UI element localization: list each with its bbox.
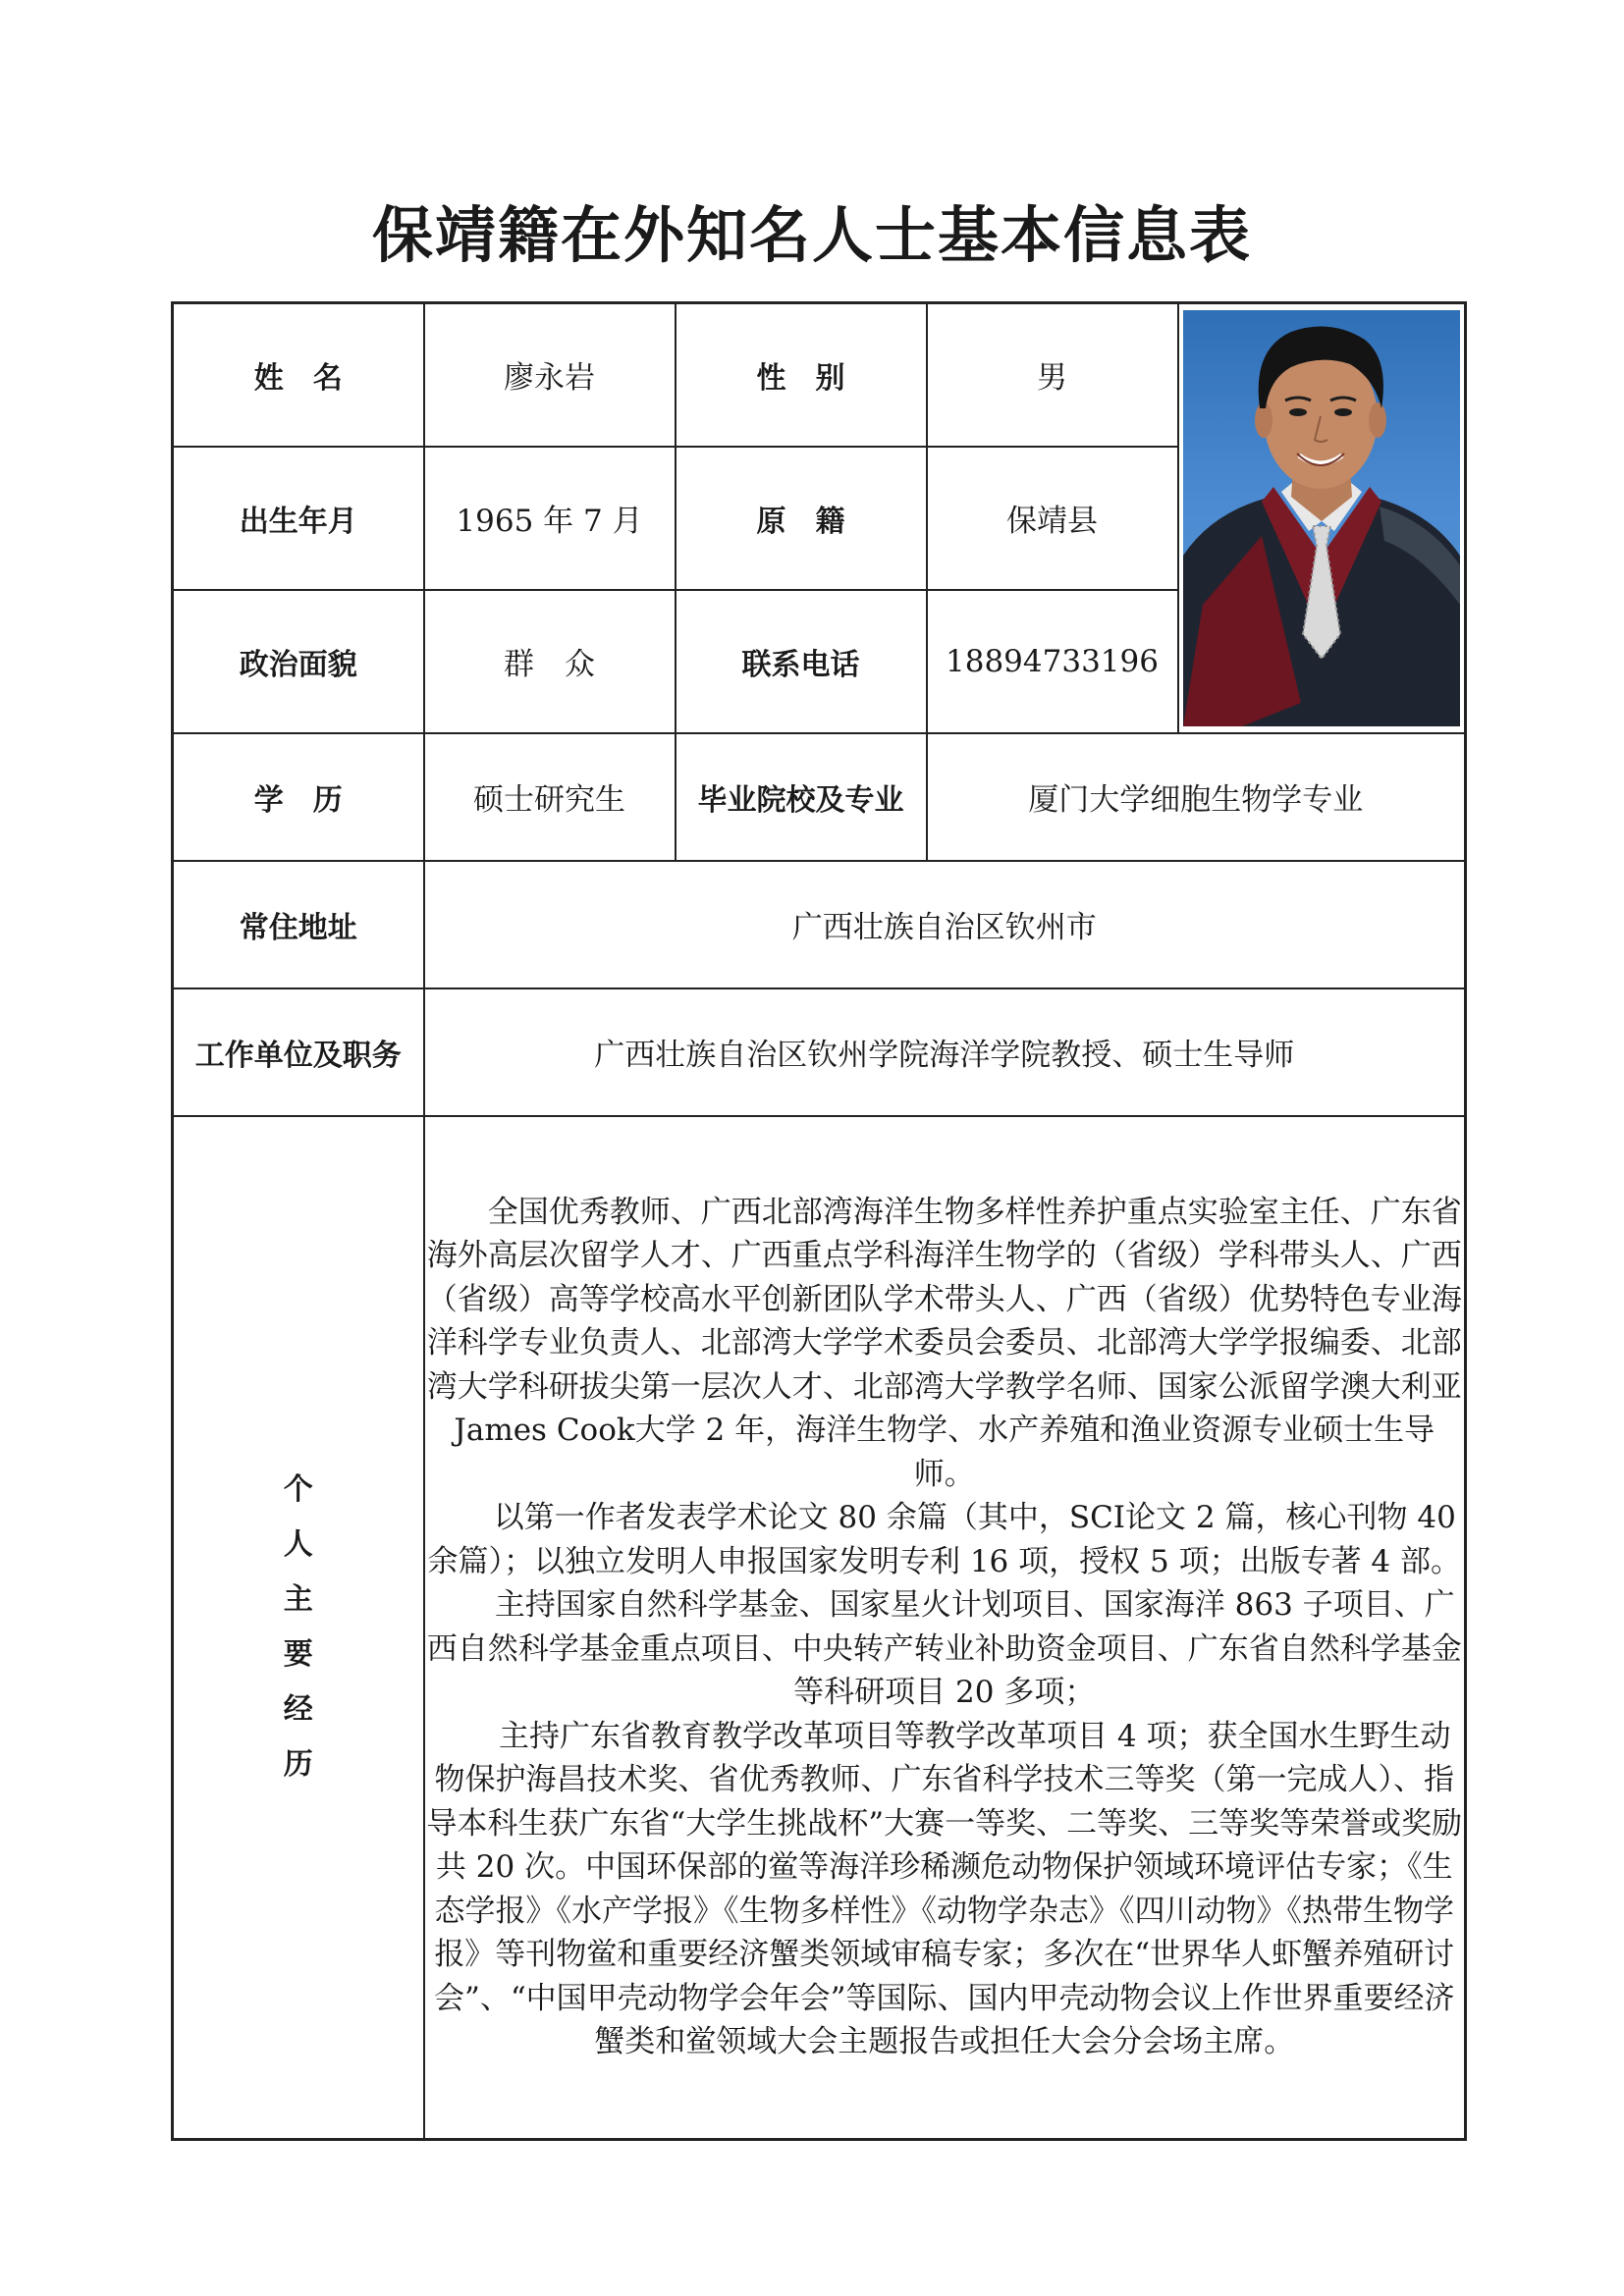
label-political: 政治面貌 bbox=[173, 590, 424, 733]
label-address: 常住地址 bbox=[173, 861, 424, 988]
experience-paragraph: 以第一作者发表学术论文 80 余篇（其中，SCI论文 2 篇，核心刊物 40 余篇）；以独立发明人申报国家发明专利 16 项，授权 5 项；出版专著 4 部。 bbox=[427, 1500, 1461, 1579]
value-work: 广西壮族自治区钦州学院海洋学院教授、硕士生导师 bbox=[424, 988, 1466, 1116]
label-work: 工作单位及职务 bbox=[173, 988, 424, 1116]
value-birth: 1965 年 7 月 bbox=[424, 447, 676, 590]
experience-paragraph: 全国优秀教师、广西北部湾海洋生物多样性养护重点实验室主任、广东省海外高层次留学人才、广西重点学科海洋生物学的（省级）学科带头人、广西（省级）高等学校高水平创新团队学术带头人、广西（省级）优势特色专业海洋科学专业负责人、北部湾大学学术委员会委员、北部湾大学学报编委、北部湾大学科研拔尖第一层次人才、北部湾大学教学名师、国家公派留学澳大利亚James Cook大学 2 年，海洋生物学、水产养殖和渔业资源专业硕士生导师。 bbox=[426, 1194, 1462, 1492]
label-experience-cell bbox=[173, 1116, 424, 2140]
portrait-illustration bbox=[1183, 310, 1460, 726]
photo-cell bbox=[1178, 303, 1466, 733]
value-political: 群 众 bbox=[424, 590, 676, 733]
label-experience: 个人主要经历 bbox=[283, 1471, 313, 1782]
value-gender: 男 bbox=[927, 303, 1178, 447]
info-table bbox=[171, 301, 1467, 2141]
experience-paragraph: 主持国家自然科学基金、国家星火计划项目、国家海洋 863 子项目、广西自然科学基金重点项目、中央转产转业补助资金项目、广东省自然科学基金等科研项目 20 多项； bbox=[426, 1587, 1462, 1711]
label-education: 学 历 bbox=[173, 733, 424, 861]
experience-text bbox=[424, 1116, 1466, 2140]
value-origin: 保靖县 bbox=[927, 447, 1178, 590]
value-name: 廖永岩 bbox=[424, 303, 676, 447]
value-education: 硕士研究生 bbox=[424, 733, 676, 861]
label-birth: 出生年月 bbox=[173, 447, 424, 590]
label-name: 姓 名 bbox=[173, 303, 424, 447]
value-address: 广西壮族自治区钦州市 bbox=[424, 861, 1466, 988]
page-title: 保靖籍在外知名人士基本信息表 bbox=[371, 199, 1252, 271]
experience-paragraph: 主持广东省教育教学改革项目等教学改革项目 4 项；获全国水生野生动物保护海昌技术奖、省优秀教师、广东省科学技术三等奖（第一完成人）、指导本科生获广东省“大学生挑战杯”大赛一等奖、二等奖、三等奖等荣誉或奖励共 20 次。中国环保部的鲎等海洋珍稀濒危动物保护领域环境评估专家；《生态学报》《水产学报》《生物多样性》《动物学杂志》《四川动物》《热带生物学报》等刊物鲎和重要经济蟹类领域审稿专家；多次在“世界华人虾蟹养殖研讨会”、“中国甲壳动物学会年会”等国际、国内甲壳动物会议上作世界重要经济蟹类和鲎领域大会主题报告或担任大会分会场主席。 bbox=[426, 1718, 1463, 2060]
label-gender: 性 别 bbox=[676, 303, 927, 447]
value-school: 厦门大学细胞生物学专业 bbox=[927, 733, 1466, 861]
value-phone: 18894733196 bbox=[927, 590, 1178, 733]
label-origin: 原 籍 bbox=[676, 447, 927, 590]
portrait-photo bbox=[1183, 310, 1460, 726]
label-phone: 联系电话 bbox=[676, 590, 927, 733]
label-school: 毕业院校及专业 bbox=[676, 733, 927, 861]
